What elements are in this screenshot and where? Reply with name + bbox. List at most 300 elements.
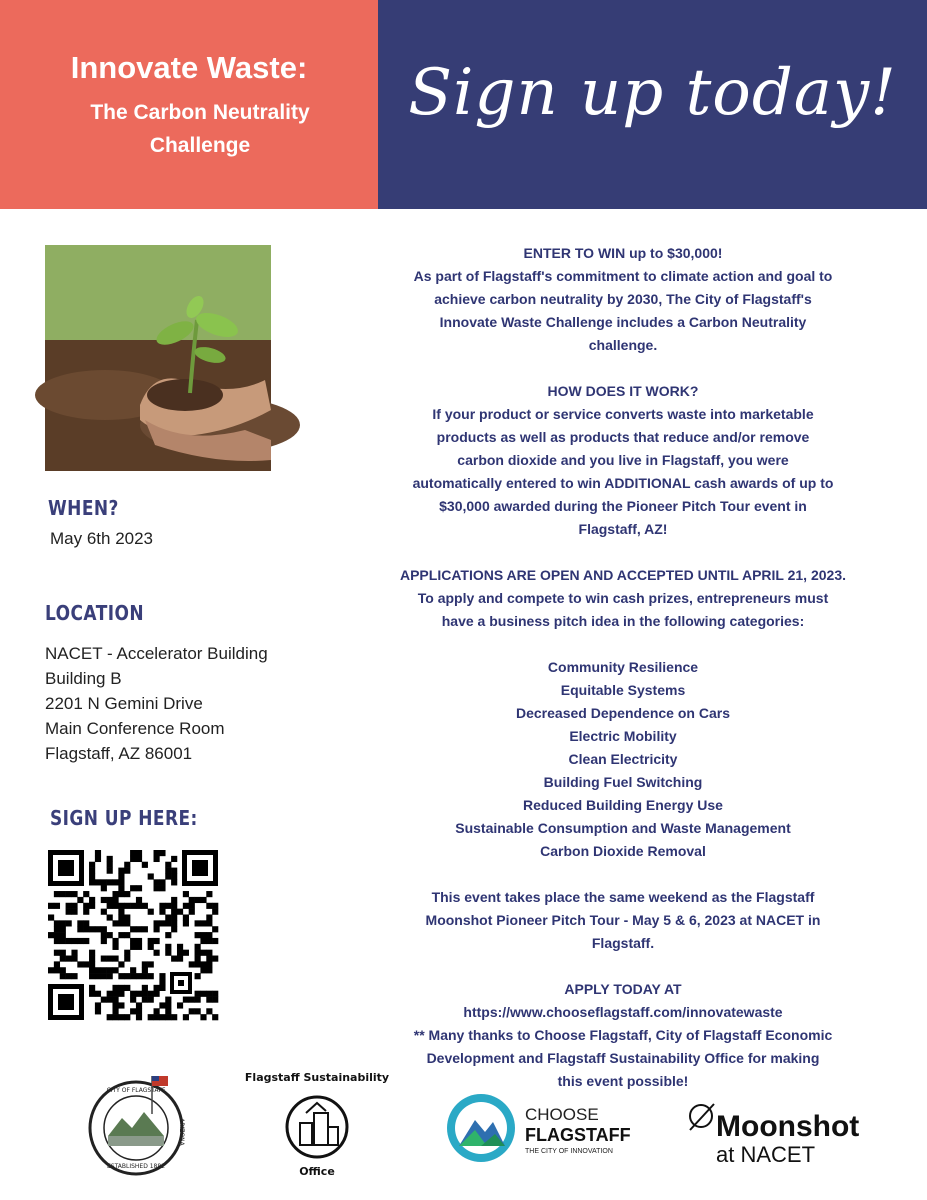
qr-module [142,997,148,1003]
qr-module [107,914,113,920]
qr-module [89,879,95,885]
city-of-flagstaff-seal-logo [80,1066,192,1178]
qr-module [206,991,212,997]
qr-module [171,956,177,962]
qr-module [154,938,160,944]
description-line: have a business pitch idea in the following categories: [441,613,805,629]
qr-module [136,938,142,944]
qr-module [165,1014,171,1020]
qr-module [212,909,218,915]
qr-module [83,961,89,967]
qr-module [159,920,165,926]
choose-line-2: FLAGSTAFF [525,1125,631,1145]
qr-module [195,1008,201,1014]
qr-module [142,926,148,932]
qr-module [154,950,160,956]
qr-module [159,885,165,891]
qr-module [54,950,60,956]
description-line [378,633,868,656]
qr-module [154,991,160,997]
qr-module [200,950,206,956]
description-line [378,863,868,886]
qr-module [95,1008,101,1014]
signup-qr-code[interactable] [48,850,218,1020]
qr-module [148,991,154,997]
qr-module [165,873,171,879]
qr-module [130,973,136,979]
qr-module [77,938,83,944]
qr-module [200,1014,206,1020]
sustainability-top-text: Flagstaff Sustainability [244,1071,390,1084]
description-line: Reduced Building Energy Use [523,797,723,813]
qr-module [130,944,136,950]
qr-module [130,967,136,973]
qr-module [112,1014,118,1020]
description-line: Carbon Dioxide Removal [540,843,706,859]
location-line: Main Conference Room [45,719,225,738]
qr-module [60,920,66,926]
when-label: WHEN? [48,496,119,520]
description-line: APPLICATIONS ARE OPEN AND ACCEPTED UNTIL APRIL 21, 2023. [399,567,846,583]
qr-module [95,991,101,997]
qr-module [112,967,118,973]
qr-module [66,920,72,926]
qr-module [136,944,142,950]
qr-module [89,903,95,909]
description-line: ENTER TO WIN up to $30,000! [523,245,723,261]
description-line: As part of Flagstaff's commitment to climate action and goal to [413,268,833,284]
qr-module [101,938,107,944]
qr-module [101,909,107,915]
qr-module [124,956,130,962]
qr-module [195,973,201,979]
qr-module [183,1014,189,1020]
qr-module [118,879,124,885]
qr-module [124,868,130,874]
description-line: ** Many thanks to Choose Flagstaff, City of Flagstaff Economic [413,1027,833,1043]
qr-module [206,920,212,926]
qr-module [71,956,77,962]
qr-module [130,903,136,909]
qr-module [77,961,83,967]
description-line: Equitable Systems [560,682,686,698]
qr-module [89,973,95,979]
qr-module [206,932,212,938]
qr-module [142,903,148,909]
qr-module [77,920,83,926]
qr-module [107,973,113,979]
header-signup-panel [378,0,927,209]
location-label: LOCATION [45,601,144,625]
qr-module [66,891,72,897]
qr-module [118,973,124,979]
qr-module [89,985,95,991]
qr-module [130,1008,136,1014]
description-line: challenge. [588,337,658,353]
qr-module [142,985,148,991]
qr-module [183,903,189,909]
qr-module [95,856,101,862]
description-line: Community Resilience [547,659,699,675]
seal-side-text: ARIZONA [178,1118,185,1146]
qr-module [171,1014,177,1020]
qr-module [136,973,142,979]
qr-module [148,1014,154,1020]
qr-module [165,862,171,868]
qr-module [171,903,177,909]
qr-module [165,868,171,874]
qr-module [130,856,136,862]
qr-module [101,973,107,979]
qr-module [195,997,201,1003]
qr-module [54,903,60,909]
description-line: $30,000 awarded during the Pioneer Pitch Tour event in [439,498,807,514]
qr-module [118,932,124,938]
qr-module [95,973,101,979]
qr-module [71,973,77,979]
qr-module [54,967,60,973]
qr-module [148,873,154,879]
moonshot-at-nacet-logo [686,1100,886,1168]
qr-module [118,985,124,991]
qr-module [95,1002,101,1008]
qr-module [71,938,77,944]
qr-module [189,903,195,909]
qr-module [118,1002,124,1008]
qr-module [159,1002,165,1008]
qr-module [54,961,60,967]
qr-module [89,991,95,997]
qr-module [124,903,130,909]
qr-module [171,879,177,885]
qr-module [200,991,206,997]
qr-module [71,903,77,909]
header-title-panel [0,0,378,209]
description-line: APPLY TODAY AT [564,981,682,997]
qr-module [112,991,118,997]
qr-module [200,967,206,973]
qr-module [200,938,206,944]
qr-module [189,1008,195,1014]
qr-module [83,903,89,909]
qr-module [60,932,66,938]
qr-module [148,938,154,944]
qr-module [171,920,177,926]
qr-module [171,909,177,915]
qr-module [136,850,142,856]
qr-module [159,1014,165,1020]
qr-module [107,967,113,973]
qr-module [189,897,195,903]
description-line: Decreased Dependence on Cars [516,705,730,721]
qr-module [107,991,113,997]
title-line-2: The Carbon Neutrality [90,101,310,124]
description-line: Clean Electricity [568,751,678,767]
qr-module [107,1014,113,1020]
qr-module [124,1014,130,1020]
description-line: HOW DOES IT WORK? [547,383,699,399]
qr-module [154,985,160,991]
description-line: This event takes place the same weekend as the Flagstaff [431,889,815,905]
qr-module [165,944,171,950]
qr-module [66,938,72,944]
qr-module [60,950,66,956]
title-line-3: Challenge [149,134,251,157]
choose-line-1: CHOOSE [525,1105,599,1124]
qr-module [195,932,201,938]
qr-module [189,909,195,915]
qr-module [89,873,95,879]
qr-module [165,920,171,926]
qr-module [118,868,124,874]
qr-module [130,850,136,856]
qr-module [54,932,60,938]
qr-module [112,997,118,1003]
description-line: Development and Flagstaff Sustainability Office for making [426,1050,820,1066]
qr-module [136,885,142,891]
qr-module [200,932,206,938]
qr-module [101,897,107,903]
signup-label: SIGN UP HERE: [50,806,198,830]
qr-module [130,991,136,997]
qr-module [118,873,124,879]
qr-module [60,926,66,932]
qr-module [66,956,72,962]
qr-module [171,873,177,879]
qr-module [66,973,72,979]
qr-module [165,932,171,938]
qr-module [136,926,142,932]
qr-module [183,950,189,956]
qr-module [124,973,130,979]
qr-module [165,1008,171,1014]
qr-module [177,950,183,956]
qr-module [136,991,142,997]
qr-module [112,1008,118,1014]
description-line: Innovate Waste Challenge includes a Carbon Neutrality [439,314,807,330]
qr-module [101,926,107,932]
qr-module [189,961,195,967]
qr-module [112,956,118,962]
qr-module [124,932,130,938]
qr-module [112,903,118,909]
qr-module [165,914,171,920]
qr-module [206,956,212,962]
qr-module [183,914,189,920]
qr-module [171,914,177,920]
qr-module [212,1014,218,1020]
choose-flagstaff-logo [445,1090,635,1166]
qr-module [165,903,171,909]
qr-module [154,920,160,926]
qr-module [118,891,124,897]
choose-line-3: THE CITY OF INNOVATION [525,1148,613,1155]
qr-module [112,944,118,950]
qr-module [177,956,183,962]
qr-module [54,891,60,897]
qr-module [48,914,54,920]
qr-module [107,856,113,862]
qr-module [48,967,54,973]
qr-module [95,967,101,973]
qr-module [101,932,107,938]
qr-module [212,926,218,932]
qr-module [95,850,101,856]
qr-module [212,903,218,909]
qr-module [142,991,148,997]
qr-module [212,956,218,962]
qr-module [142,961,148,967]
qr-module [159,909,165,915]
qr-module [118,1014,124,1020]
qr-module [142,967,148,973]
qr-module [112,920,118,926]
qr-module [177,909,183,915]
qr-module [183,891,189,897]
qr-module [107,862,113,868]
qr-module [148,944,154,950]
description-line: Moonshot Pioneer Pitch Tour - May 5 & 6, 2023 at NACET in [425,912,821,928]
qr-module [136,903,142,909]
qr-module [60,891,66,897]
qr-module [212,991,218,997]
sustainability-bottom-text: Office [299,1165,335,1178]
qr-module [171,897,177,903]
qr-module [89,868,95,874]
qr-module [112,938,118,944]
title-line-2-3 [0,96,400,162]
description-line: Sustainable Consumption and Waste Management [455,820,791,836]
description-line: products as well as products that reduce and/or remove [436,429,810,445]
qr-module [83,909,89,915]
qr-module [177,944,183,950]
location-line: 2201 N Gemini Drive [45,694,203,713]
qr-module [165,950,171,956]
qr-module [195,944,201,950]
description-line [378,541,868,564]
qr-module [206,950,212,956]
qr-module [83,938,89,944]
location-line: NACET - Accelerator Building [45,644,268,663]
qr-module [48,903,54,909]
qr-module [195,991,201,997]
qr-module [142,973,148,979]
qr-module [148,997,154,1003]
qr-module [130,997,136,1003]
qr-module [154,856,160,862]
description-line: Building Fuel Switching [543,774,703,790]
qr-module [183,920,189,926]
qr-module [189,997,195,1003]
qr-module [107,932,113,938]
qr-module [206,938,212,944]
qr-module [165,997,171,1003]
qr-module [142,862,148,868]
qr-module [101,879,107,885]
seedling-photo [45,245,271,471]
qr-module [154,885,160,891]
qr-module [60,967,66,973]
qr-module [183,997,189,1003]
qr-module [71,891,77,897]
qr-module [206,914,212,920]
title-line-1: Innovate Waste: [70,50,308,85]
description-line: carbon dioxide and you live in Flagstaff, you were [457,452,789,468]
qr-module [130,926,136,932]
qr-module [136,897,142,903]
qr-module [148,961,154,967]
qr-module [148,973,154,979]
qr-module [89,967,95,973]
qr-module [130,938,136,944]
qr-module [95,879,101,885]
description-line: Flagstaff. [591,935,655,951]
description-line [378,357,868,380]
qr-module [200,897,206,903]
qr-module [118,920,124,926]
qr-module [212,997,218,1003]
qr-module [177,1002,183,1008]
flagstaff-sustainability-office-logo [244,1065,390,1180]
qr-module [107,897,113,903]
qr-module [107,879,113,885]
qr-module [89,897,95,903]
qr-module [107,868,113,874]
qr-module [136,856,142,862]
qr-module [118,914,124,920]
qr-module [195,956,201,962]
location-line: Building B [45,669,122,688]
qr-module [101,997,107,1003]
description-line [378,955,868,978]
qr-module [200,920,206,926]
qr-module [206,903,212,909]
qr-module [165,1002,171,1008]
qr-module [130,885,136,891]
description-line: https://www.chooseflagstaff.com/innovatewaste [463,1004,783,1020]
qr-module [83,891,89,897]
qr-module [66,903,72,909]
moonshot-line-2: at NACET [716,1142,816,1167]
qr-module [77,926,83,932]
location-line: Flagstaff, AZ 86001 [45,744,193,763]
qr-module [77,897,83,903]
qr-module [154,926,160,932]
qr-module [206,961,212,967]
qr-module [195,920,201,926]
qr-module [54,926,60,932]
location-address [45,641,268,766]
qr-module [159,850,165,856]
qr-module [107,997,113,1003]
qr-module [148,909,154,915]
seal-bottom-text: ESTABLISHED 1882 [106,1163,166,1170]
qr-module [195,961,201,967]
qr-module [124,914,130,920]
description-line: Flagstaff, AZ! [578,521,668,537]
qr-module [101,956,107,962]
seal-top-text: CITY OF FLAGSTAFF [106,1087,166,1094]
qr-module [159,879,165,885]
qr-module [200,961,206,967]
qr-module [206,967,212,973]
qr-module [54,938,60,944]
qr-module [71,950,77,956]
qr-module [89,961,95,967]
description-line: achieve carbon neutrality by 2030, The City of Flagstaff's [434,291,812,307]
qr-module [124,985,130,991]
qr-module [60,973,66,979]
